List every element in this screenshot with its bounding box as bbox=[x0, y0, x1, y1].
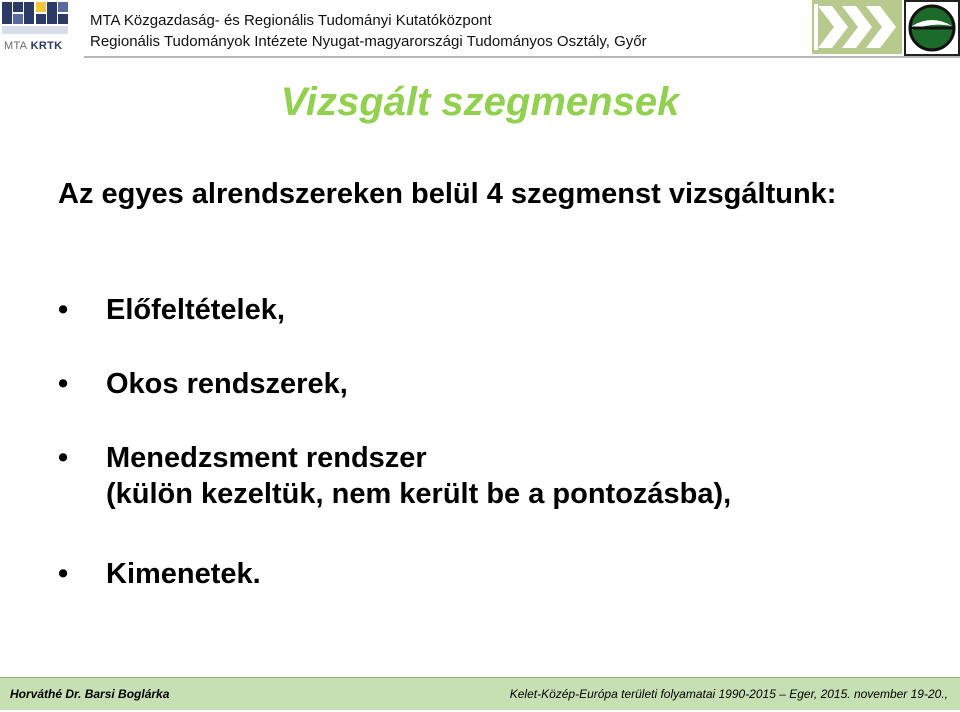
bullet-glyph: • bbox=[58, 558, 69, 590]
header-divider bbox=[84, 56, 960, 58]
krtk-label: KRTK bbox=[30, 40, 63, 52]
bullet-glyph: • bbox=[58, 368, 69, 400]
bullet-text-continuation: (külön kezeltük, nem került be a pontozásba), bbox=[106, 478, 732, 510]
institution-name: MTA Közgazdaság- és Regionális Tudományi Kutatóközpont bbox=[90, 12, 492, 29]
seal-logo bbox=[904, 0, 960, 56]
mta-label: MTA bbox=[4, 40, 28, 52]
bullet-text: Menedzsment rendszer bbox=[106, 442, 427, 474]
slide-header bbox=[0, 0, 960, 60]
bullet-glyph: • bbox=[58, 294, 69, 326]
slide-title: Vizsgált szegmensek bbox=[280, 80, 680, 124]
slide-footer bbox=[0, 677, 960, 710]
mta-krtk-wordmark bbox=[4, 40, 62, 52]
bullet-text: Kimenetek. bbox=[106, 558, 261, 590]
bullet-text: Előfeltételek, bbox=[106, 294, 285, 326]
bullet-glyph: • bbox=[58, 442, 69, 474]
footer-author: Horváthé Dr. Barsi Boglárka bbox=[10, 687, 170, 701]
rkk-logo bbox=[812, 0, 902, 54]
footer-event: Kelet-Közép-Európa területi folyamatai 1990-2015 – Eger, 2015. november 19-20., bbox=[509, 687, 948, 701]
institution-department: Regionális Tudományok Intézete Nyugat-magyarországi Tudományos Osztály, Győr bbox=[90, 33, 647, 50]
bullet-text: Okos rendszerek, bbox=[106, 368, 348, 400]
intro-text: Az egyes alrendszereken belül 4 szegmenst vizsgáltunk: bbox=[58, 178, 837, 210]
